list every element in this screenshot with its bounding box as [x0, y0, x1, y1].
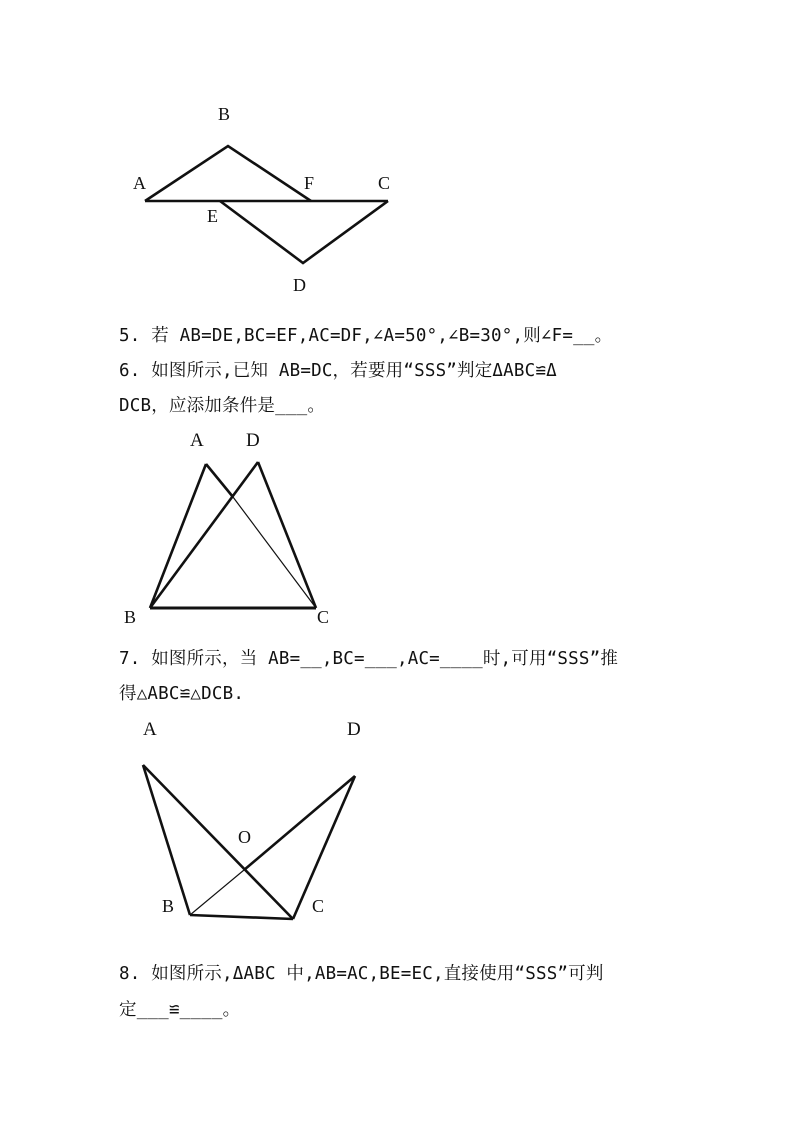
label-d: D — [246, 430, 260, 451]
label-c: C — [378, 173, 391, 193]
label-a: A — [190, 430, 204, 451]
label-b: B — [162, 896, 175, 916]
segment-d-o — [244, 776, 355, 870]
question-7-line-1: 7. 如图所示，当 AB=__,BC=___,AC=____时,可用“SSS”推 — [119, 649, 619, 669]
question-6-line-1: 6. 如图所示,已知 AB=DC，若要用“SSS”判定ΔABC≌Δ — [119, 361, 557, 381]
segment-bc — [190, 915, 293, 919]
label-d: D — [347, 719, 361, 740]
label-c: C — [312, 896, 325, 916]
question-7-line-2: 得△ABC≌△DCB. — [119, 684, 245, 704]
label-a: A — [133, 173, 146, 193]
label-c: C — [317, 607, 330, 627]
label-a: A — [143, 719, 157, 740]
question-5: 5. 若 AB=DE,BC=EF,AC=DF,∠A=50°,∠B=30°,则∠F=__。 — [119, 326, 613, 346]
label-b: B — [124, 607, 137, 627]
question-6-line-2: DCB，应添加条件是___。 — [119, 396, 326, 416]
question-8-line-1: 8. 如图所示,ΔABC 中,AB=AC,BE=EC,直接使用“SSS”可判 — [119, 964, 604, 984]
segment-o-b-thin — [190, 870, 244, 915]
question-8-line-2: 定___≌____。 — [119, 1000, 241, 1020]
label-d: D — [293, 275, 306, 295]
label-f: F — [304, 173, 315, 193]
label-o: O — [238, 827, 251, 847]
label-e: E — [207, 206, 218, 226]
label-b: B — [218, 104, 231, 124]
